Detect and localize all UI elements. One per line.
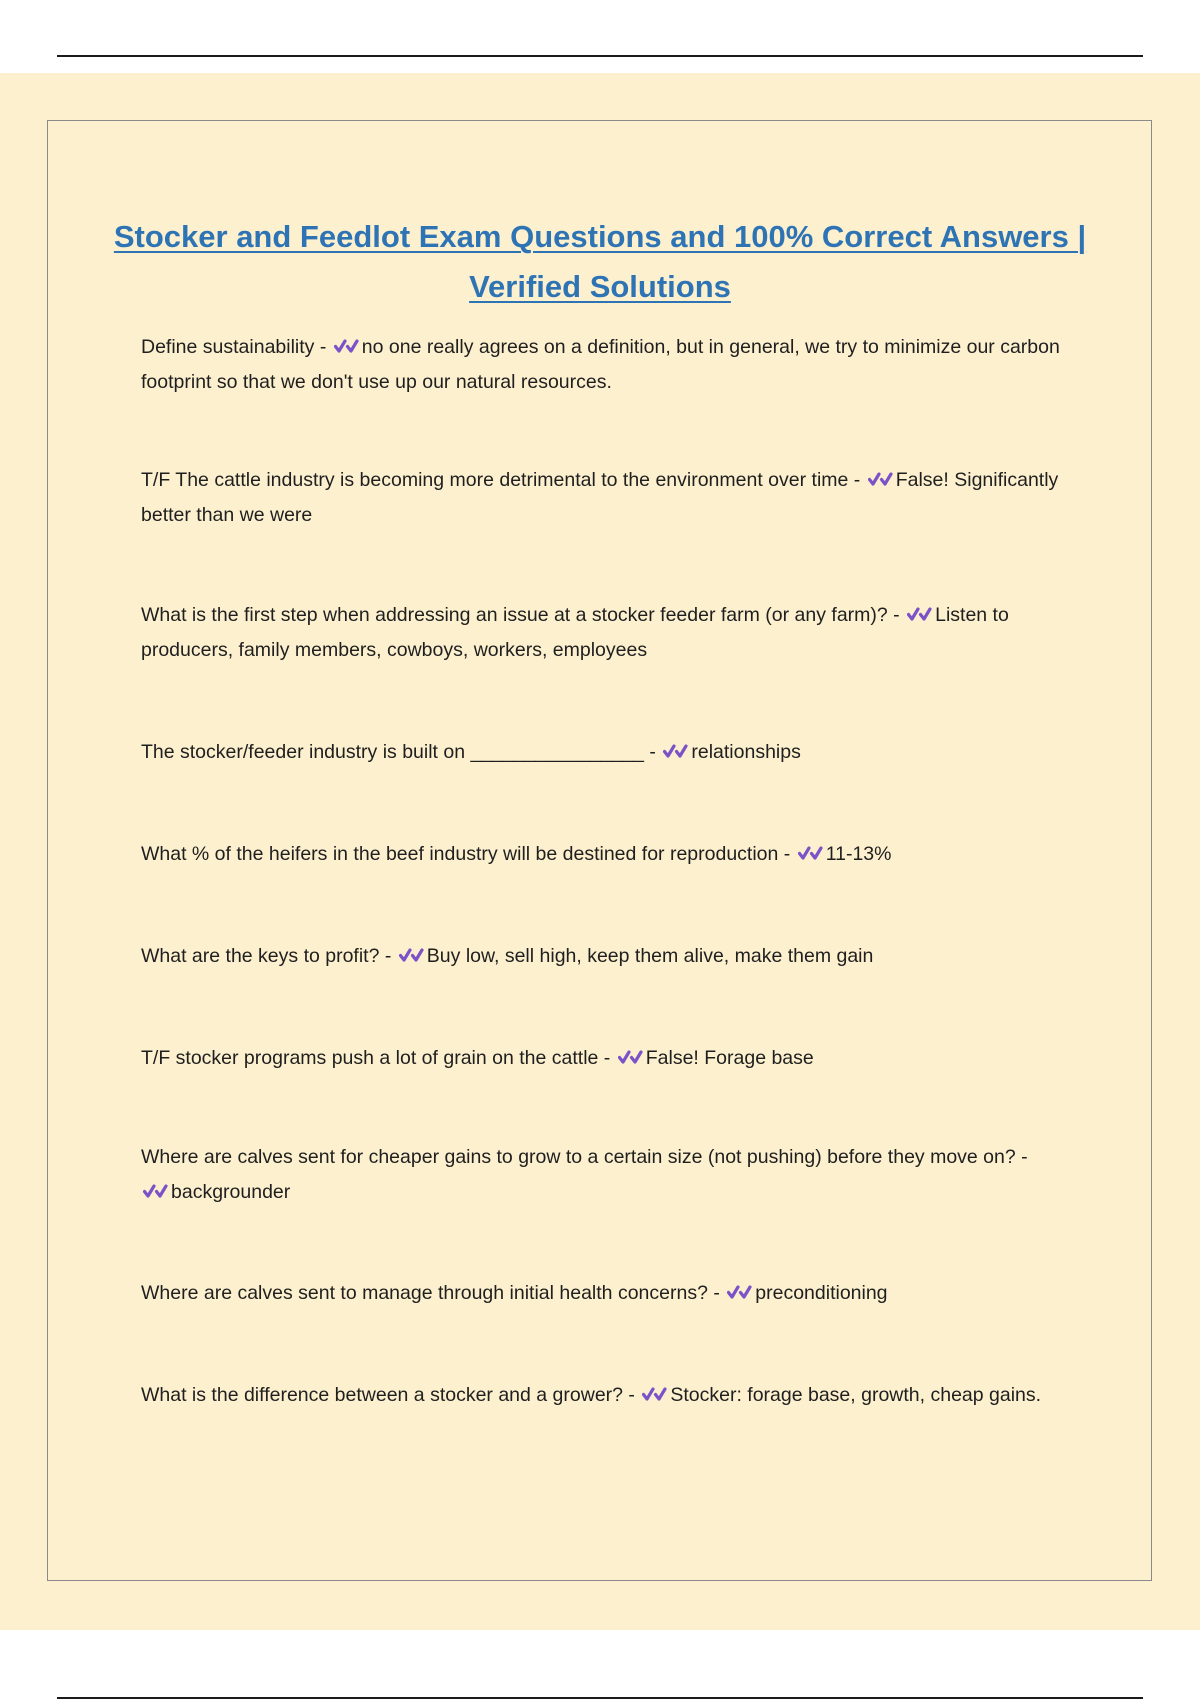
document-title: Stocker and Feedlot Exam Questions and 100% Correct Answers | Verified Solutions [113, 219, 1087, 304]
qa-item-1 [141, 330, 1061, 400]
double-checkmark-icon [642, 1385, 667, 1403]
qa-item-9 [141, 1276, 1061, 1311]
footer-rule [57, 1697, 1143, 1699]
separator: - [1015, 1146, 1028, 1168]
qa-item-10 [141, 1378, 1061, 1413]
separator: - [623, 1384, 641, 1406]
double-checkmark-icon [868, 470, 893, 488]
separator: - [598, 1047, 616, 1069]
double-checkmark-icon [663, 742, 688, 760]
header-rule [57, 55, 1143, 57]
question-text: Where are calves sent for cheaper gains to grow to a certain size (not pushing) before they move on? [141, 1146, 1016, 1168]
question-text: Where are calves sent to manage through initial health concerns? [141, 1282, 708, 1304]
double-checkmark-icon [798, 844, 823, 862]
question-text: T/F stocker programs push a lot of grain on the cattle [141, 1047, 599, 1069]
answer-text: preconditioning [755, 1282, 888, 1304]
separator: - [644, 741, 662, 763]
separator: - [379, 945, 397, 967]
answer-text: False! Forage base [645, 1047, 814, 1069]
separator: - [887, 604, 906, 626]
double-checkmark-icon [618, 1048, 643, 1066]
question-text: What % of the heifers in the beef industry will be destined for reproduction [141, 843, 779, 865]
answer-text: backgrounder [171, 1181, 291, 1203]
separator: - [848, 469, 866, 491]
separator: - [707, 1282, 726, 1304]
answer-text: Buy low, sell high, keep them alive, make them gain [426, 945, 874, 967]
double-checkmark-icon [727, 1283, 752, 1301]
answer-text: Listen to producers, family members, cowboys, workers, employees [141, 604, 1009, 661]
question-text: Define sustainability [141, 336, 315, 358]
double-checkmark-icon [399, 946, 424, 964]
answer-text: no one really agrees on a definition, but in general, we try to minimize our carbon footprint so that we don't use up our natural resources. [141, 336, 1060, 393]
double-checkmark-icon [143, 1182, 168, 1200]
answer-text: 11-13% [825, 843, 892, 865]
qa-item-3 [141, 598, 1061, 668]
qa-item-7 [141, 1041, 1061, 1076]
answer-text: relationships [691, 741, 801, 763]
question-text: What is the first step when addressing an issue at a stocker feeder farm (or any farm)? [141, 604, 888, 626]
separator: - [314, 336, 332, 358]
qa-item-2 [141, 463, 1061, 533]
question-text: The stocker/feeder industry is built on ________________ [141, 741, 645, 763]
double-checkmark-icon [907, 605, 932, 623]
separator: - [778, 843, 796, 865]
answer-text: False! Significantly better than we were [141, 469, 1059, 526]
double-checkmark-icon [334, 337, 359, 355]
qa-item-8 [141, 1140, 1061, 1210]
question-text: What are the keys to profit? [141, 945, 380, 967]
qa-item-5 [141, 837, 1061, 872]
question-text: T/F The cattle industry is becoming more detrimental to the environment over time [141, 469, 849, 491]
answer-text: Stocker: forage base, growth, cheap gains. [670, 1384, 1042, 1406]
qa-item-4 [141, 735, 1061, 770]
qa-item-6 [141, 939, 1061, 974]
question-text: What is the difference between a stocker and a grower? [141, 1384, 623, 1406]
